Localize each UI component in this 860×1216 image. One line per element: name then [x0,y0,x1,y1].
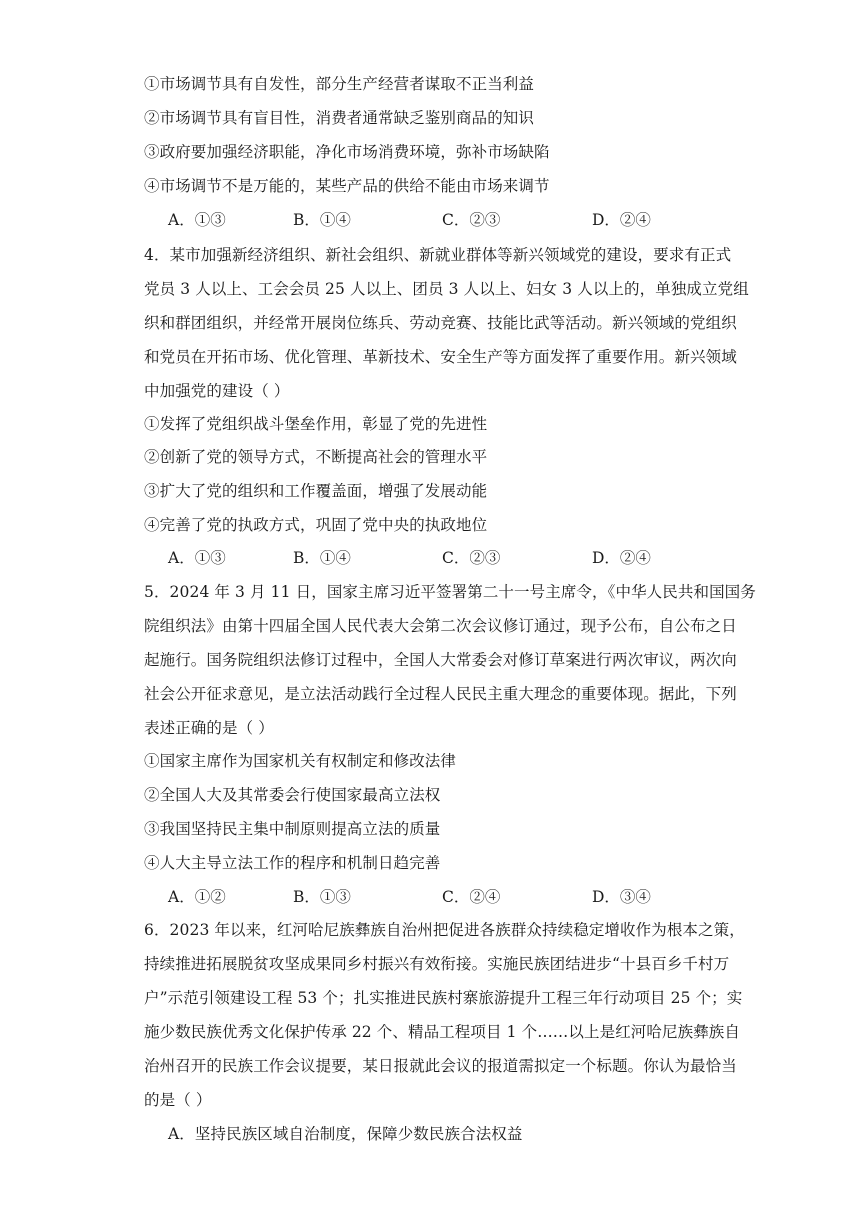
q4-stem-line-5: 中加强党的建设（ ） [144,382,290,400]
q6-stem-line-2: 持续推进拓展脱贫攻坚成果同乡村振兴有效衔接。实施民族团结进步“十县百乡千村万 [144,955,730,973]
q4-option-2: ②创新了党的领导方式，不断提高社会的管理水平 [144,448,488,466]
q3-option-2: ②市场调节具有盲目性，消费者通常缺乏鉴别商品的知识 [144,109,535,127]
q6-stem-line-3: 户”示范引领建设工程 53 个；扎实推进民族村寨旅游提升工程三年行动项目 25 个；实 [144,989,743,1007]
q3-choice-b: B．①④ [293,211,351,229]
q6-stem-line-5: 治州召开的民族工作会议提要，某日报就此会议的报道需拟定一个标题。你认为最恰当 [144,1057,737,1075]
q5-choice-b: B．①③ [293,888,351,906]
q4-option-4: ④完善了党的执政方式，巩固了党中央的执政地位 [144,516,488,534]
q4-stem-line-4: 和党员在开拓市场、优化管理、革新技术、安全生产等方面发挥了重要作用。新兴领域 [144,348,737,366]
q5-stem-line-2: 院组织法》由第十四届全国人民代表大会第二次会议修订通过，现予公布，自公布之日 [144,617,737,635]
q4-option-1: ①发挥了党组织战斗堡垒作用，彰显了党的先进性 [144,415,488,433]
q5-option-1: ①国家主席作为国家机关有权制定和修改法律 [144,752,457,770]
q4-choice-d: D．②④ [592,549,651,567]
q5-choice-d: D．③④ [592,888,651,906]
q3-choice-c: C．②③ [442,211,501,229]
q5-choice-c: C．②④ [442,888,501,906]
q6-stem-line-4: 施少数民族优秀文化保护传承 22 个、精品工程项目 1 个……以上是红河哈尼族彝族自 [144,1023,740,1041]
q6-choice-a: A．坚持民族区域自治制度，保障少数民族合法权益 [168,1125,523,1143]
q6-stem-line-1: 6．2023 年以来，红河哈尼族彝族自治州把促进各族群众持续稳定增收作为根本之策， [144,921,745,939]
q4-choice-b: B．①④ [293,549,351,567]
q4-choice-c: C．②③ [442,549,501,567]
q5-stem-line-5: 表述正确的是（ ） [144,719,274,737]
q3-choice-a: A．①③ [168,211,226,229]
q5-option-2: ②全国人大及其常委会行使国家最高立法权 [144,786,441,804]
q5-stem-line-3: 起施行。国务院组织法修订过程中，全国人大常委会对修订草案进行两次审议，两次向 [144,651,737,669]
q4-stem-line-3: 织和群团组织，并经常开展岗位练兵、劳动竞赛、技能比武等活动。新兴领域的党组织 [144,314,737,332]
q5-stem-line-4: 社会公开征求意见，是立法活动践行全过程人民民主重大理念的重要体现。据此，下列 [144,685,737,703]
q5-option-4: ④人大主导立法工作的程序和机制日趋完善 [144,854,441,872]
q4-stem-line-2: 党员 3 人以上、工会会员 25 人以上、团员 3 人以上、妇女 3 人以上的，单独成立党组 [144,280,749,298]
q3-option-3: ③政府要加强经济职能，净化市场消费环境，弥补市场缺陷 [144,143,550,161]
q5-choice-a: A．①② [168,888,226,906]
q4-choice-a: A．①③ [168,549,226,567]
q3-option-4: ④市场调节不是万能的，某些产品的供给不能由市场来调节 [144,177,550,195]
q5-option-3: ③我国坚持民主集中制原则提高立法的质量 [144,820,441,838]
q6-stem-line-6: 的是（ ） [144,1091,212,1109]
q3-option-1: ①市场调节具有自发性，部分生产经营者谋取不正当利益 [144,75,535,93]
q4-stem-line-1: 4．某市加强新经济组织、新社会组织、新就业群体等新兴领域党的建设，要求有正式 [144,246,732,264]
q3-choice-d: D．②④ [592,211,651,229]
q5-stem-line-1: 5．2024 年 3 月 11 日，国家主席习近平签署第二十一号主席令，《中华人民共和国国务 [144,583,756,601]
q4-option-3: ③扩大了党的组织和工作覆盖面，增强了发展动能 [144,482,488,500]
